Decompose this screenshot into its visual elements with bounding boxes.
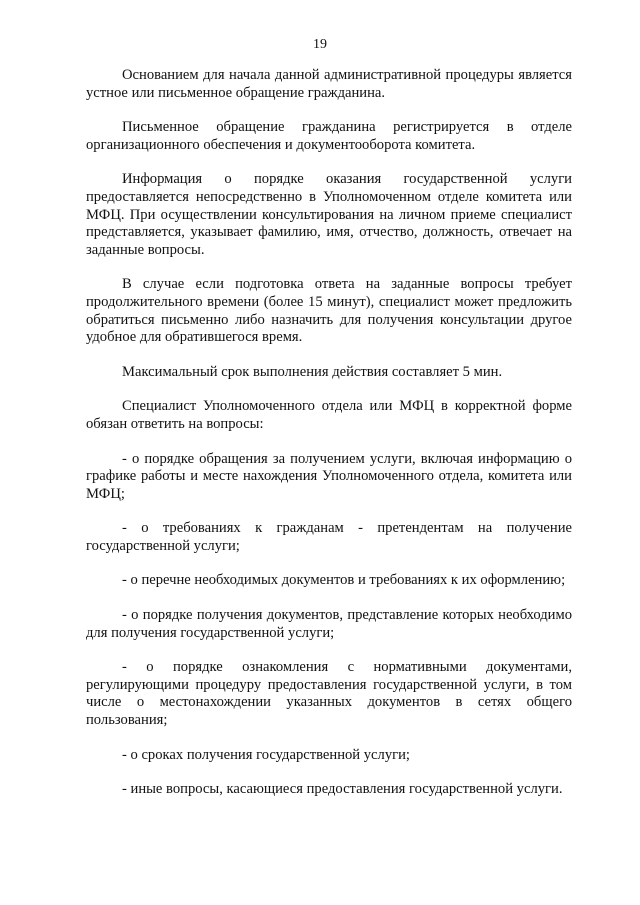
paragraph-long-answer: В случае если подготовка ответа на заданные вопросы требует продолжительного времени (более 15 минут), специалист может предложить обратиться письменно либо назначить для получения консультации другое удобное для обратившегося время. [86,276,572,346]
list-item: - о порядке ознакомления с нормативными документами, регулирующими процедуру предоставления государственной услуги, в том числе о местонахождении указанных документов в сетях общего пользования; [86,659,572,729]
paragraph-consultation-info: Информация о порядке оказания государственной услуги предоставляется непосредственно в Уполномоченном отделе комитета или МФЦ. При осуществлении консультирования на личном приеме специалист представляется, указывает фамилию, имя, отчество, должность, отвечает на заданные вопросы. [86,171,572,258]
paragraph-specialist-obliged: Специалист Уполномоченного отдела или МФЦ в корректной форме обязан ответить на вопросы: [86,398,572,432]
list-item: - о требованиях к гражданам - претендентам на получение государственной услуги; [86,520,572,554]
list-item: - о сроках получения государственной услуги; [122,746,410,763]
paragraph-max-time: Максимальный срок выполнения действия составляет 5 мин. [122,363,503,380]
list-item: - о перечне необходимых документов и требованиях к их оформлению; [122,572,566,589]
list-item: - о порядке обращения за получением услуги, включая информацию о графике работы и месте нахождения Уполномоченного отдела, комитета или МФЦ; [86,450,572,502]
list-item: - о порядке получения документов, представление которых необходимо для получения государственной услуги; [86,607,572,641]
list-item: - иные вопросы, касающиеся предоставления государственной услуги. [122,781,563,798]
paragraph-procedure-basis: Основанием для начала данной административной процедуры является устное или письменное обращение гражданина. [86,67,572,101]
document-body [86,67,572,816]
paragraph-written-registration: Письменное обращение гражданина регистрируется в отделе организационного обеспечения и документооборота комитета. [86,119,572,153]
page-number: 19 [313,37,327,52]
